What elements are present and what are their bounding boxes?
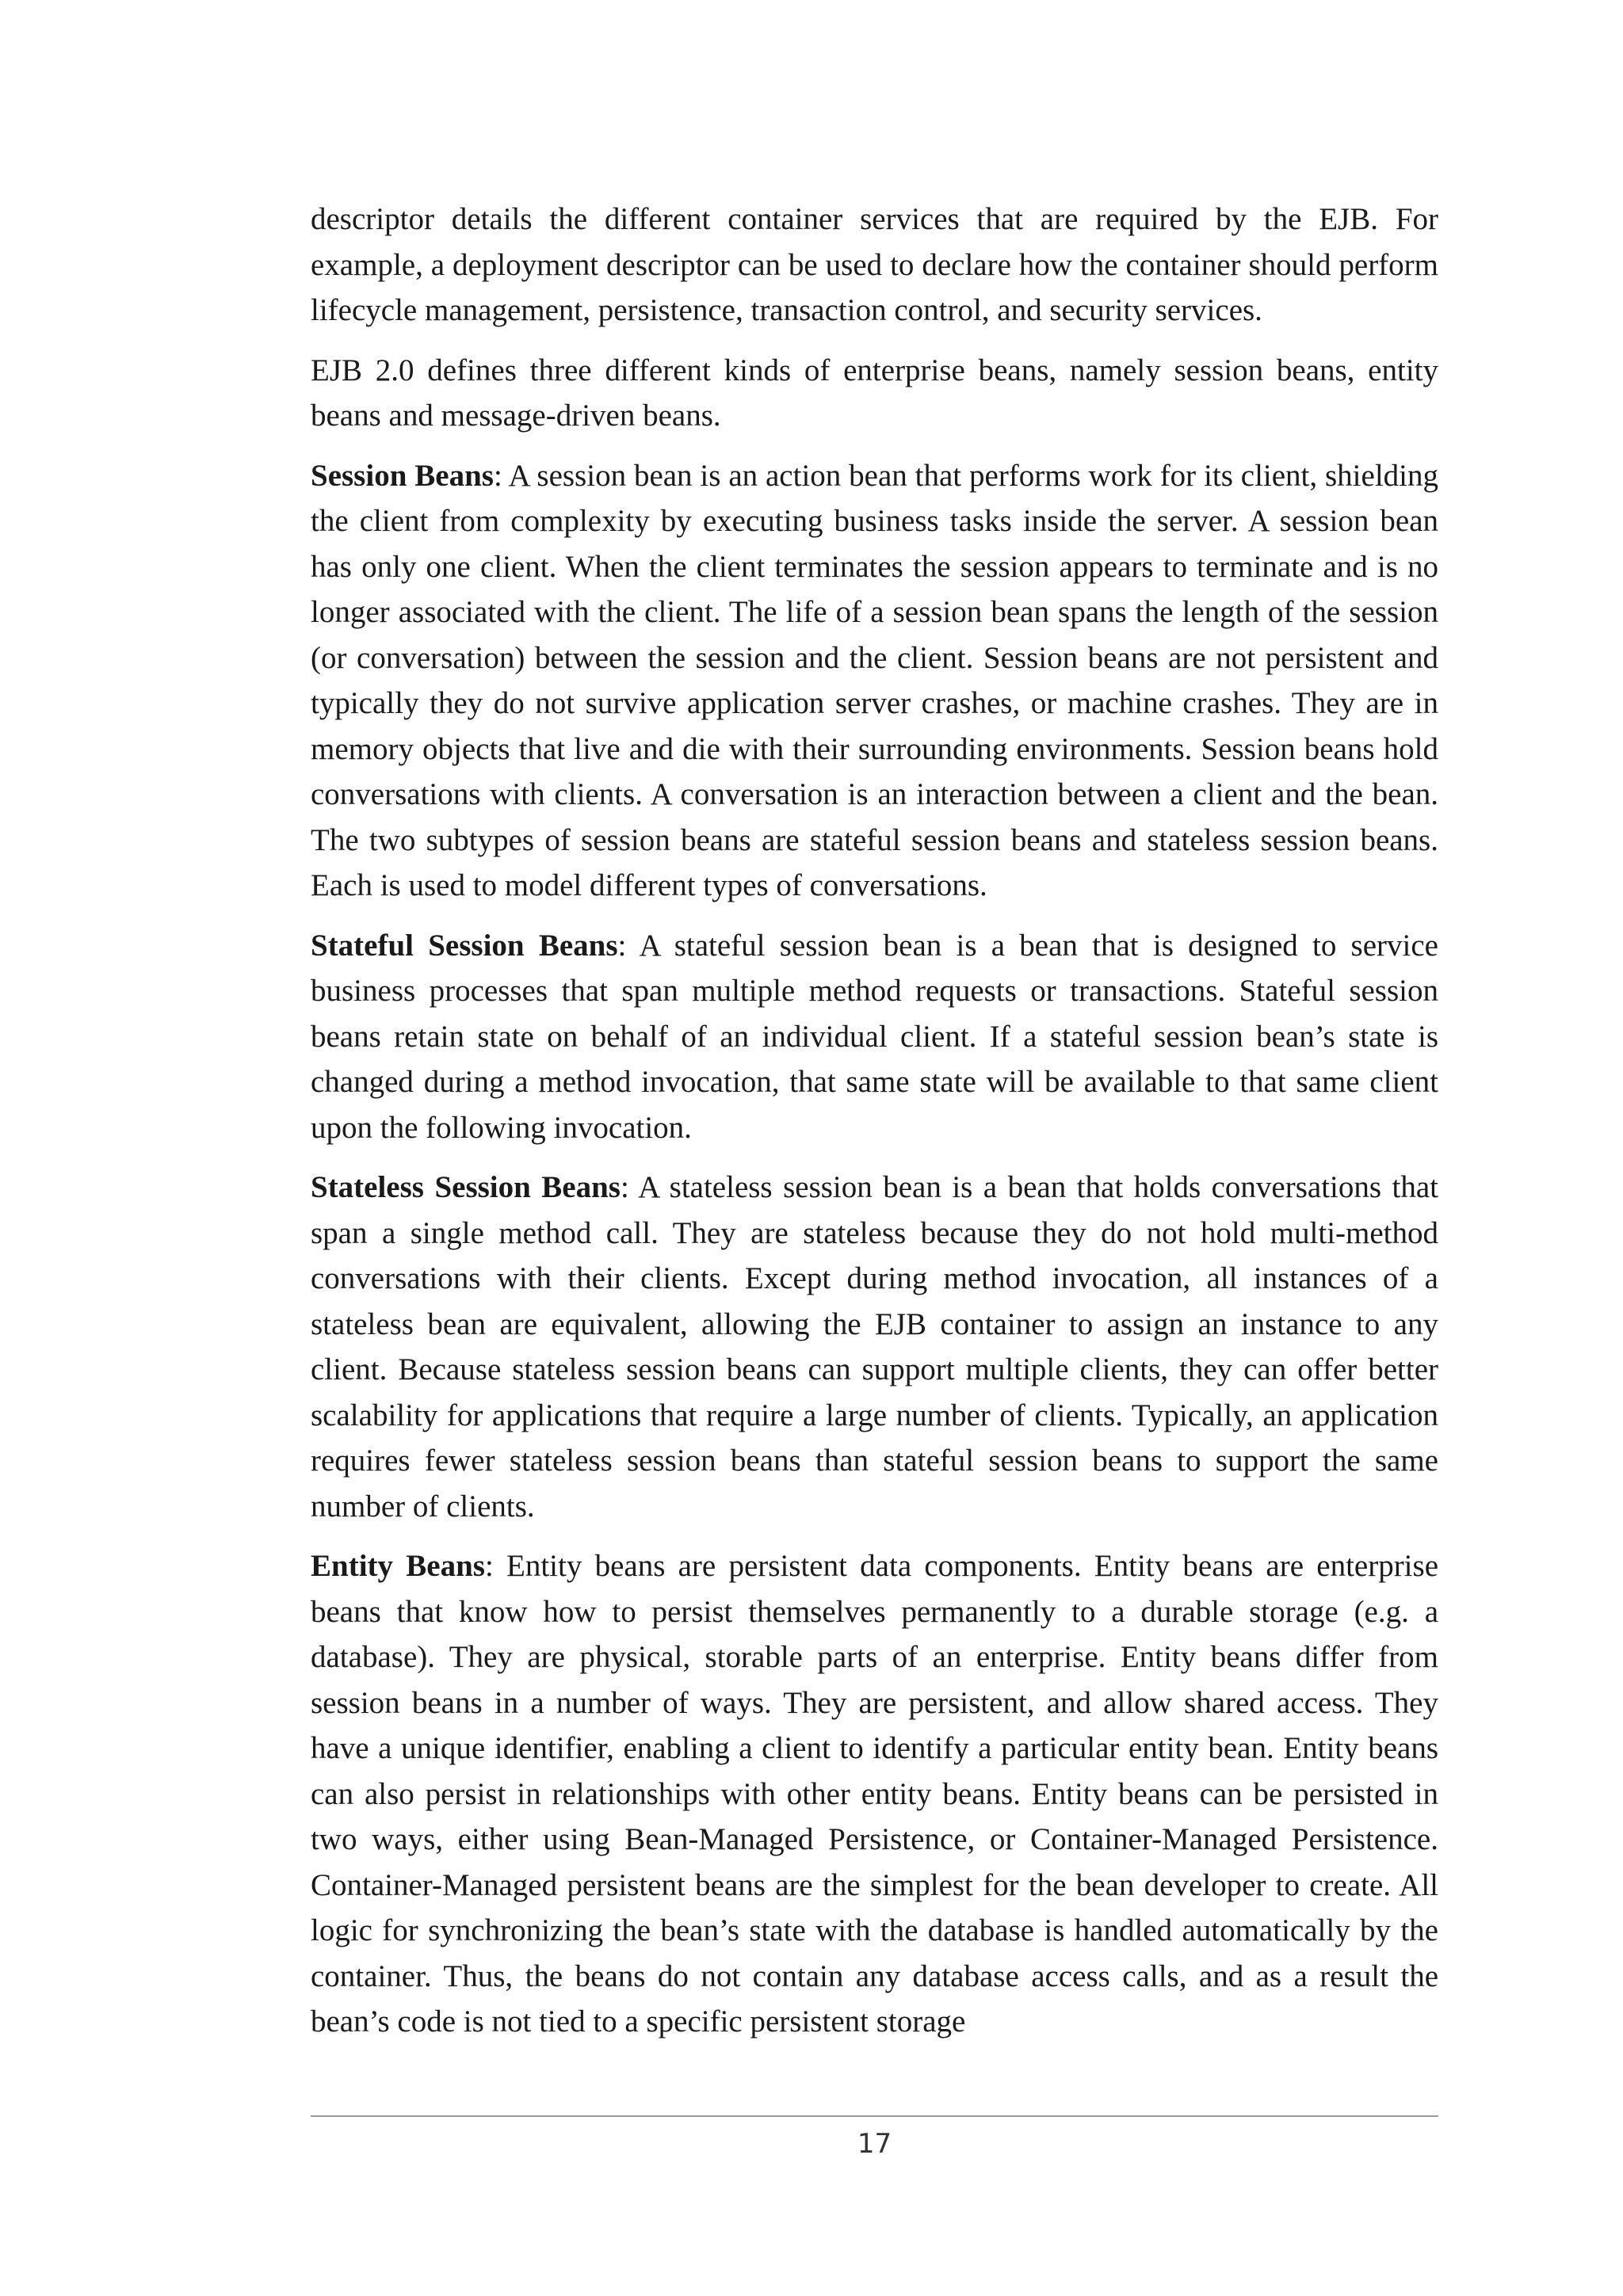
paragraph-text: : A stateless session bean is a bean that holds conversations that span a single method call. They are stateless because they do not hold multi-method conversations with their clients. Except during method invocation, all instances of a stateless bean are equivalent, allowing the EJB container to assign an instance to any client. Because stateless session beans can support multiple clients, they can offer better scalability for applications that require a large number of clients. Typically, an application requires fewer stateless session beans than stateful session beans to support the same number of clients. (311, 1170, 1439, 1524)
paragraph-text: : Entity beans are persistent data components. Entity beans are enterprise beans that know how to persist themselves permanently to a durable storage (e.g. a database). They are physical, storable parts of an enterprise. Entity beans differ from session beans in a number of ways. They are persistent, and allow shared access. They have a unique identifier, enabling a client to identify a particular entity bean. Entity beans can also persist in relationships with other entity beans. Entity beans can be persisted in two ways, either using Bean-Managed Persistence, or Container-Managed Persistence. Container-Managed persistent beans are the simplest for the bean developer to create. All logic for synchronizing the bean’s state with the database is handled automatically by the container. Thus, the beans do not contain any database access calls, and as a result the bean’s code is not tied to a specific persistent storage (311, 1549, 1439, 2039)
paragraph-deployment-descriptor (311, 196, 1438, 334)
paragraph-text: EJB 2.0 defines three different kinds of enterprise beans, namely session beans, entity beans and message-driven beans. (311, 353, 1438, 433)
paragraph-stateful-session-beans (311, 923, 1438, 1151)
paragraph-stateless-session-beans (311, 1165, 1438, 1529)
footer-divider (311, 2115, 1438, 2117)
page-number: 17 (857, 2128, 892, 2160)
term-session-beans: Session Beans (311, 458, 494, 493)
term-stateful-session-beans: Stateful Session Beans (311, 928, 618, 963)
page-body (311, 196, 1438, 2059)
paragraph-text: descriptor details the different container services that are required by the EJB. For example, a deployment descriptor can be used to declare how the container should perform lifecycle management, persistence, transaction control, and security services. (311, 202, 1438, 327)
paragraph-text: : A session bean is an action bean that performs work for its client, shielding the client from complexity by executing business tasks inside the server. A session bean has only one client. When the client terminates the session appears to terminate and is no longer associated with the client. The life of a session bean spans the length of the session (or conversation) between the session and the client. Session beans are not persistent and typically they do not survive application server crashes, or machine crashes. They are in memory objects that live and die with their surrounding environments. Session beans hold conversations with clients. A conversation is an interaction between a client and the bean. The two subtypes of session beans are stateful session beans and stateless session beans. Each is used to model different types of conversations. (311, 458, 1438, 902)
paragraph-entity-beans (311, 1543, 1438, 2045)
paragraph-session-beans (311, 453, 1438, 909)
paragraph-ejb-kinds (311, 348, 1438, 439)
paragraph-text: : A stateful session bean is a bean that is designed to service business processes that span multiple method requests or transactions. Stateful session beans retain state on behalf of an individual client. If a stateful session bean’s state is changed during a method invocation, that same state will be available to that same client upon the following invocation. (311, 928, 1438, 1145)
term-stateless-session-beans: Stateless Session Beans (311, 1170, 621, 1204)
term-entity-beans: Entity Beans (311, 1549, 485, 1583)
